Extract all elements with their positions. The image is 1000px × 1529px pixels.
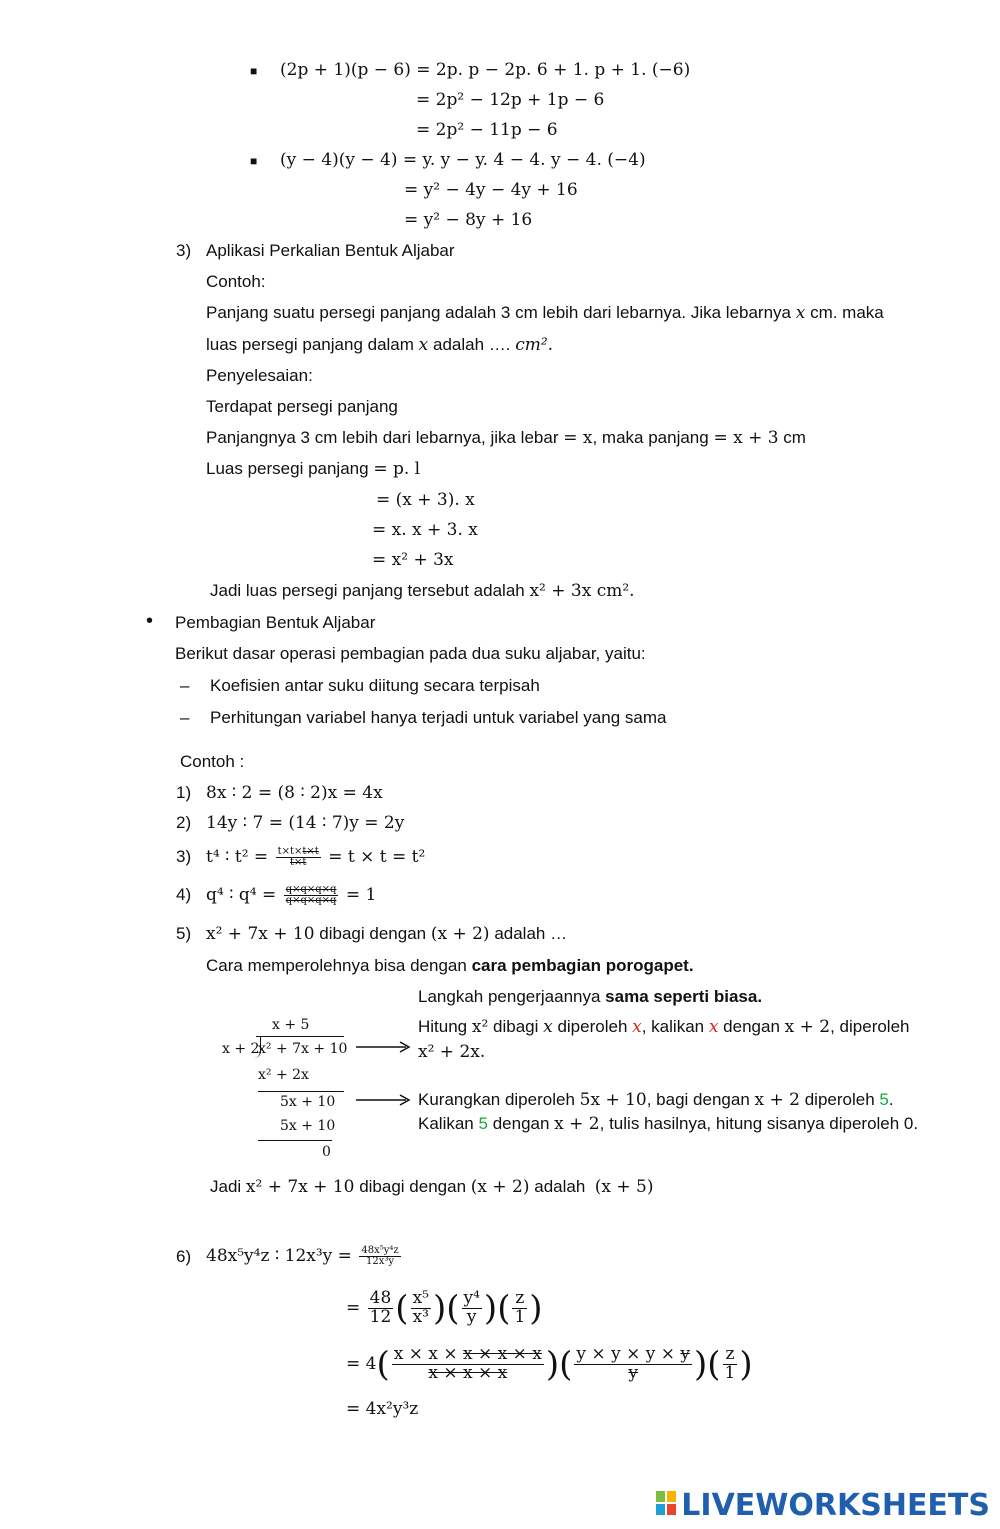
ld-rem1: 5x + 10	[280, 1094, 336, 1110]
mult-ex1-line1: (2p + 1)(p − 6) = 2p. p − 2p. 6 + 1. p + 1. (−6)	[280, 60, 691, 80]
steps-text: .	[888, 1090, 894, 1109]
fraction	[276, 847, 321, 869]
ld-sub1: x² + 2x	[258, 1067, 309, 1083]
division-contoh: Contoh :	[180, 752, 245, 771]
math-expr: (x + 5)	[594, 1177, 654, 1197]
fraction	[574, 1346, 692, 1383]
problem-text: cm. maka	[810, 303, 884, 322]
green-five: 5	[478, 1114, 488, 1133]
math-expr: q⁴ ∶ q⁴ =	[206, 885, 277, 905]
problem-text: Panjang suatu persegi panjang adalah 3 cm lebih dari lebarnya. Jika lebarnya	[206, 303, 791, 322]
conclusion-text: adalah	[534, 1177, 586, 1196]
mult-ex1-line2: = 2p² − 12p + 1p − 6	[416, 90, 605, 110]
problem-text: adalah ….	[432, 335, 511, 354]
paren-open: (	[707, 1344, 721, 1385]
fraction-den: 12	[369, 1307, 392, 1327]
division-rule-2: Perhitungan variabel hanya terjadi untuk variabel yang sama	[210, 708, 667, 727]
math-expr: x + 2	[554, 1114, 600, 1134]
problem-line-2	[206, 334, 553, 356]
division-ex5	[206, 923, 567, 945]
fraction-den: y	[628, 1363, 639, 1383]
steps-line-1b: x² + 2x.	[418, 1042, 486, 1062]
mult-ex2-line2: = y² − 4y − 4y + 16	[404, 180, 578, 200]
area-step-3: = x² + 3x	[372, 550, 454, 570]
ld-quotient: x + 5	[272, 1017, 310, 1033]
math-expr: = 1	[345, 885, 377, 905]
application-conclusion	[210, 580, 635, 602]
paren-close: )	[694, 1344, 708, 1385]
ex5-method	[206, 955, 694, 977]
steps-line-0	[418, 986, 762, 1008]
paren-close: )	[739, 1344, 753, 1385]
fraction	[723, 1346, 738, 1383]
logo-mark-icon	[656, 1491, 678, 1517]
division-title: Pembagian Bentuk Aljabar	[175, 613, 376, 632]
fraction	[462, 1290, 482, 1327]
paren-close: )	[483, 1288, 498, 1329]
application-title: Aplikasi Perkalian Bentuk Aljabar	[206, 241, 455, 260]
math-expr: = x + 3	[713, 428, 779, 448]
fraction-num: z	[512, 1290, 527, 1309]
math-expr: = t × t = t²	[328, 847, 426, 867]
solution-text: , maka panjang	[592, 428, 709, 447]
bullet-square: ■	[250, 154, 258, 168]
arrow-icon	[356, 1093, 412, 1107]
math-expr: t⁴ ∶ t² =	[206, 847, 269, 867]
fraction	[368, 1290, 394, 1327]
steps-line-1	[418, 1016, 910, 1038]
ex-number: 3)	[176, 847, 192, 866]
ex6-line-2	[346, 1338, 753, 1390]
ld-vinculum	[256, 1036, 344, 1037]
steps-line-2	[418, 1089, 894, 1111]
fraction-num: y⁴	[463, 1288, 480, 1309]
division-ex3	[206, 838, 425, 876]
ex6-line-1	[346, 1282, 543, 1334]
green-five: 5	[879, 1090, 889, 1109]
fraction-den: 1	[724, 1363, 736, 1383]
paren-close: )	[529, 1288, 543, 1329]
ld-rem2: 0	[322, 1144, 331, 1160]
solution-label: Penyelesaian:	[206, 366, 313, 385]
solution-text: Luas persegi panjang	[206, 459, 369, 478]
math-expr: x² + 7x + 10	[245, 1177, 355, 1197]
steps-text: dibagi	[493, 1017, 539, 1036]
steps-text: , kalikan	[641, 1017, 705, 1036]
division-ex1: 8x ∶ 2 = (8 ∶ 2)x = 4x	[206, 783, 383, 803]
fraction-den: x × x × x	[428, 1363, 508, 1383]
liveworksheets-logo	[656, 1488, 990, 1523]
mult-ex2-line1: (y − 4)(y − 4) = y. y − y. 4 − 4. y − 4. (−4)	[280, 150, 646, 170]
ld-line1	[258, 1091, 344, 1092]
steps-text: , diperoleh	[830, 1017, 910, 1036]
solution-line-2	[206, 427, 806, 449]
math-expr: x²	[471, 1017, 489, 1037]
solution-text: Panjangnya 3 cm lebih dari lebarnya, jika lebar	[206, 428, 559, 447]
num-cancelled: y	[680, 1344, 690, 1365]
num-part: y × y × y ×	[576, 1344, 681, 1365]
math-expr: 48x⁵y⁴z ∶ 12x³y =	[206, 1246, 352, 1266]
math-expr: x + 2	[784, 1017, 831, 1037]
ex-number: 5)	[176, 924, 192, 943]
ex-number: 2)	[176, 813, 192, 832]
conclusion-text: Jadi	[210, 1177, 242, 1196]
ex-number: 6)	[176, 1247, 192, 1266]
problem-text: luas persegi panjang dalam	[206, 335, 414, 354]
ex5-conclusion	[210, 1176, 653, 1198]
application-contoh: Contoh:	[206, 272, 266, 291]
steps-text: diperoleh	[804, 1090, 875, 1109]
fraction-den: q×q×q×q	[285, 895, 337, 906]
fraction-num: 48x⁵y⁴z	[361, 1244, 399, 1256]
steps-text: diperoleh	[557, 1017, 628, 1036]
ex5-text: dibagi dengan	[319, 924, 427, 943]
num-cancelled: t×t	[302, 845, 319, 857]
steps-text: , tulis hasilnya, hitung sisanya diperoleh 0.	[599, 1114, 919, 1133]
fraction-num: 48	[369, 1288, 392, 1309]
application-number: 3)	[176, 241, 192, 260]
unit-cm2: cm².	[515, 335, 554, 355]
method-text-bold: cara pembagian porogapet.	[471, 956, 694, 975]
mult-ex2-line3: = y² − 8y + 16	[404, 210, 533, 230]
fraction	[284, 885, 339, 907]
paren-open: (	[376, 1344, 390, 1385]
bullet-square: ■	[250, 64, 258, 78]
dash-bullet: –	[180, 676, 190, 695]
long-division	[218, 1016, 358, 1166]
ex6-line-3: = 4x²y³z	[346, 1399, 419, 1419]
division-rule-1: Koefisien antar suku diitung secara terpisah	[210, 676, 540, 695]
fraction-den: y	[466, 1307, 477, 1327]
num-part: t×t×	[277, 845, 303, 857]
ex5-text: adalah …	[494, 924, 568, 943]
steps-text: , bagi dengan	[646, 1090, 750, 1109]
math-expr: = p. l	[373, 459, 421, 479]
steps-text: Hitung	[418, 1017, 468, 1036]
dash-bullet: –	[180, 708, 190, 727]
paren-open: (	[497, 1288, 511, 1329]
steps-text: Kurangkan diperoleh	[418, 1090, 575, 1109]
conclusion-text: Jadi luas persegi panjang tersebut adalah	[210, 581, 525, 600]
fraction-den: 12x³y	[365, 1256, 395, 1267]
logo-text: LIVEWORKSHEETS	[681, 1488, 990, 1523]
fraction	[359, 1246, 400, 1268]
division-intro: Berikut dasar operasi pembagian pada dua suku aljabar, yaitu:	[175, 644, 646, 663]
fraction	[411, 1290, 431, 1327]
solution-line-1: Terdapat persegi panjang	[206, 397, 398, 416]
problem-line-1	[206, 302, 884, 324]
steps-text: Kalikan	[418, 1114, 474, 1133]
math-expr: x	[543, 1017, 553, 1037]
math-expr: = x	[563, 428, 593, 448]
var-x: x	[795, 303, 806, 323]
area-step-2: = x. x + 3. x	[372, 520, 478, 540]
fraction	[392, 1346, 544, 1383]
fraction-den: t×t	[289, 857, 307, 868]
ld-sub2: 5x + 10	[280, 1118, 336, 1134]
steps-line-3	[418, 1113, 918, 1135]
paren-open: (	[395, 1288, 409, 1329]
paren-close: )	[432, 1288, 447, 1329]
steps-text: dengan	[492, 1114, 550, 1133]
division-ex2: 14y ∶ 7 = (14 ∶ 7)y = 2y	[206, 813, 405, 833]
fraction-num: x⁵	[412, 1288, 429, 1309]
math-expr: (x + 2)	[470, 1177, 530, 1197]
method-text: Cara memperolehnya bisa dengan	[206, 956, 467, 975]
var-x: x	[418, 335, 429, 355]
math-expr: x² + 3x cm².	[529, 581, 635, 601]
area-step-1: = (x + 3). x	[376, 490, 475, 510]
bullet-dot: •	[146, 610, 154, 632]
steps-text: dengan	[723, 1017, 780, 1036]
math-expr: 5x + 10	[579, 1090, 647, 1110]
division-ex4	[206, 876, 376, 914]
num-part: x × x ×	[393, 1344, 464, 1365]
ld-line2	[258, 1140, 332, 1141]
ex-number: 1)	[176, 783, 192, 802]
arrow-icon	[356, 1040, 412, 1054]
math-expr: (x + 2)	[430, 924, 490, 944]
math-red-x: x	[708, 1017, 719, 1037]
paren-open: (	[446, 1288, 460, 1329]
conclusion-text: dibagi dengan	[359, 1177, 467, 1196]
ld-divisor: x + 2	[222, 1041, 260, 1057]
steps-text: Langkah pengerjaannya	[418, 987, 601, 1006]
math-expr: x + 2	[754, 1090, 800, 1110]
ex-number: 4)	[176, 885, 192, 904]
fraction-num: q×q×q×q	[285, 883, 337, 895]
solution-line-3	[206, 458, 420, 480]
paren-open: (	[559, 1344, 573, 1385]
fraction-den: x³	[412, 1307, 429, 1327]
math-red-x: x	[632, 1017, 642, 1037]
paren-close: )	[545, 1344, 560, 1385]
math-expr: x² + 7x + 10	[206, 924, 315, 944]
fraction	[512, 1290, 527, 1327]
fraction-den: 1	[514, 1307, 526, 1327]
solution-text: cm	[783, 428, 806, 447]
math-expr: = 4	[346, 1354, 377, 1374]
steps-text-bold: sama seperti biasa.	[605, 987, 763, 1006]
ex6-line-0	[206, 1236, 403, 1276]
fraction-num: z	[723, 1346, 738, 1365]
mult-ex1-line3: = 2p² − 11p − 6	[416, 120, 558, 140]
math-expr: =	[346, 1298, 361, 1318]
ld-dividend: x² + 7x + 10	[258, 1041, 348, 1057]
num-cancelled: x × x × x	[463, 1344, 542, 1365]
